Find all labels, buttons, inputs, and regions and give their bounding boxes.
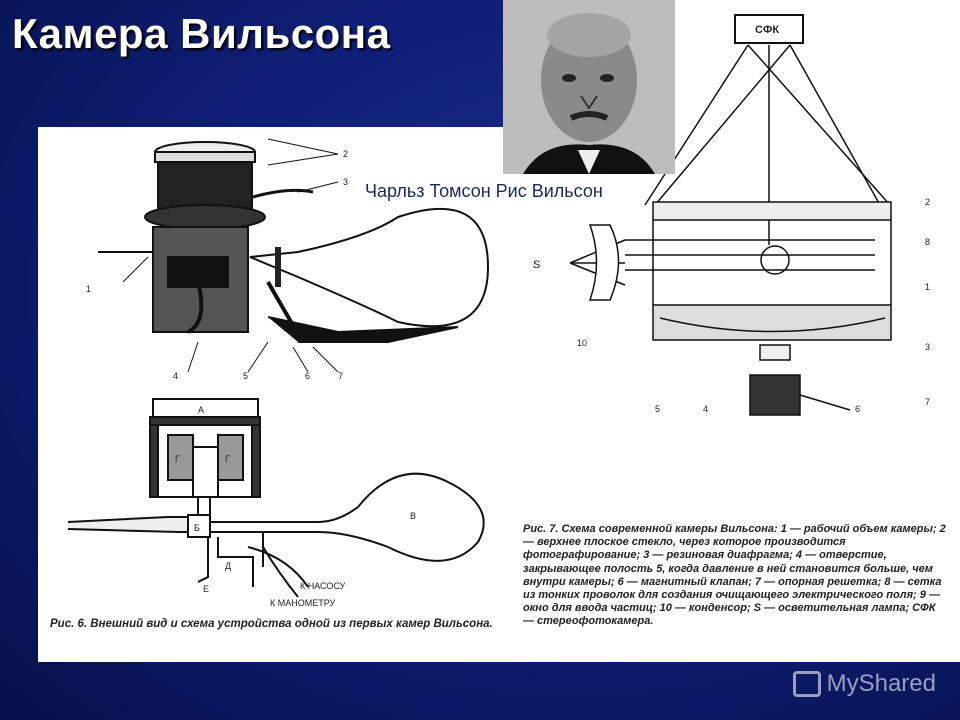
figure-6-panel: [38, 127, 515, 662]
portrait-photo: [503, 0, 675, 174]
figure-7-caption: Рис. 7. Схема современной камеры Вильсона: 1 — рабочий объем камеры; 2 — верхнее плоское стекло, через которое производится фотографирование; 3 — резиновая диафрагма; 4 — отверстие, закрывающее полость 5, когда давление в ней становится больше, чем внутри камеры; 6 — магнитный клапан; 7 — опорная решетка; 8 — сетка из тонких проволок для создания очищающего электрического поля; 9 — окно для ввода частиц; 10 — конденсор; S — осветительная лампа; СФК — стереофотокамера.: [523, 523, 946, 628]
watermark-logo: [793, 670, 936, 698]
fig6-schema-label-e: Е: [203, 584, 210, 594]
fig6-label-4: 4: [173, 371, 179, 381]
presentation-icon: [793, 671, 821, 697]
fig6-schema-label-pump: К НАСОСУ: [300, 581, 346, 591]
figure-6-caption: Рис. 6. Внешний вид и схема устройства одной из первых камер Вильсона.: [50, 618, 493, 630]
fig6-schema-label-a: А: [198, 405, 205, 415]
fig6-label-5: 5: [243, 371, 249, 381]
fig6-schema-label-v: В: [410, 511, 417, 521]
fig7-label-1: 1: [925, 282, 931, 292]
fig6-label-3: 3: [343, 177, 349, 187]
fig6-schema-label-d: Д: [225, 561, 232, 571]
portrait-drawing: [503, 0, 675, 174]
fig6-schema-label-manometer: К МАНОМЕТРУ: [270, 598, 336, 608]
fig7-sfk-label: СФК: [755, 24, 780, 36]
fig6-label-6: 6: [305, 371, 311, 381]
slide-title: Камера Вильсона: [12, 10, 391, 57]
fig7-label-s: S: [533, 259, 541, 271]
fig7-label-7: 7: [925, 397, 931, 407]
fig7-label-3: 3: [925, 342, 931, 352]
fig6-schema-label-g1: Г: [175, 454, 180, 464]
watermark-text: MyShared: [826, 670, 936, 697]
fig6-label-1: 1: [86, 284, 92, 294]
fig6-schema-label-g2: Г: [225, 454, 230, 464]
fig7-label-8: 8: [925, 237, 931, 247]
fig6-label-2: 2: [343, 149, 349, 159]
fig7-label-10: 10: [577, 338, 588, 348]
fig7-label-5: 5: [655, 404, 661, 414]
fig6-label-7: 7: [338, 371, 344, 381]
fig7-label-6: 6: [855, 404, 861, 414]
figure-6-drawing: [38, 127, 515, 662]
fig6-schema-label-b: Б: [194, 523, 200, 533]
fig7-label-4: 4: [703, 404, 709, 414]
fig7-label-2: 2: [925, 197, 931, 207]
portrait-caption: Чарльз Томсон Рис Вильсон: [365, 181, 603, 201]
